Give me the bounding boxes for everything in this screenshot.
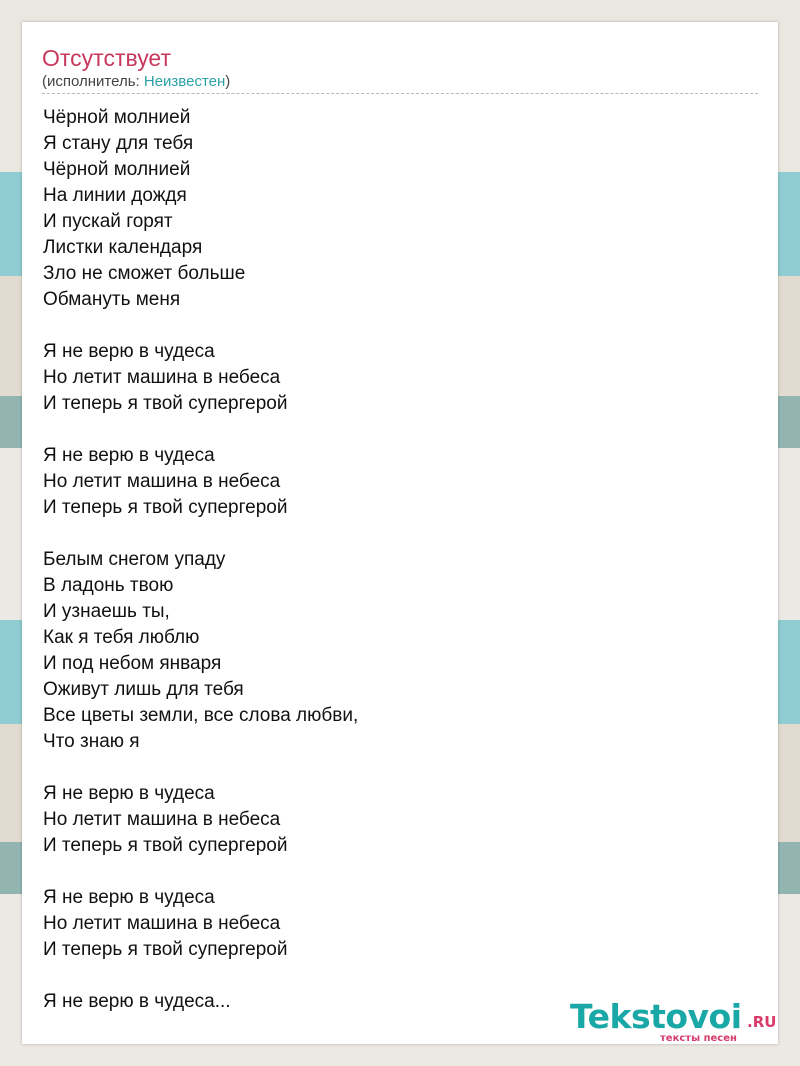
lyric-line: На линии дождя [43, 185, 187, 206]
site-logo [570, 998, 780, 1044]
performer-link[interactable]: Неизвестен [143, 73, 226, 90]
lyric-line: Я не верю в чудеса [43, 445, 215, 466]
title-divider [42, 93, 758, 94]
lyric-line: Я не верю в чудеса... [43, 991, 231, 1012]
stanza-break [43, 417, 643, 443]
lyric-line: Но летит машина в небеса [43, 367, 281, 388]
lyric-line: Чёрной молнией [43, 107, 191, 128]
lyric-line: Как я тебя люблю [43, 627, 200, 648]
lyric-line: Но летит машина в небеса [43, 809, 281, 830]
lyric-line: И теперь я твой супергерой [43, 393, 288, 414]
lyric-line: Я не верю в чудеса [43, 341, 215, 362]
lyric-line: Но летит машина в небеса [43, 913, 281, 934]
lyrics-text [43, 105, 643, 1015]
stanza-break [43, 963, 643, 989]
logo-brand: Tekstovoi [570, 997, 742, 1036]
lyric-line: Я не верю в чудеса [43, 783, 215, 804]
stanza-break [43, 859, 643, 885]
lyric-line: И теперь я твой супергерой [43, 835, 288, 856]
lyric-line: И узнаешь ты, [43, 601, 170, 622]
lyric-line: Листки календаря [43, 237, 203, 258]
lyric-line: Я стану для тебя [43, 133, 194, 154]
performer-prefix: (исполнитель: [42, 73, 144, 90]
lyric-line: Но летит машина в небеса [43, 471, 281, 492]
logo-tagline: тексты песен [660, 1033, 737, 1044]
stanza-break [43, 521, 643, 547]
logo-tld: .RU [747, 1013, 777, 1031]
lyric-line: И теперь я твой супергерой [43, 939, 288, 960]
lyric-line: Белым снегом упаду [43, 549, 226, 570]
stanza-break [43, 313, 643, 339]
lyrics-card [22, 22, 778, 1044]
performer-line [42, 73, 230, 91]
lyric-line: Оживут лишь для тебя [43, 679, 244, 700]
lyric-line: Все цветы земли, все слова любви, [43, 705, 359, 726]
lyric-line: Я не верю в чудеса [43, 887, 215, 908]
lyric-line: Зло не сможет больше [43, 263, 246, 284]
lyric-line: И под небом января [43, 653, 222, 674]
performer-suffix: ) [225, 73, 231, 90]
lyric-line: В ладонь твою [43, 575, 174, 596]
lyric-line: И теперь я твой супергерой [43, 497, 288, 518]
lyric-line: И пускай горят [43, 211, 173, 232]
lyric-line: Обмануть меня [43, 289, 181, 310]
lyric-line: Чёрной молнией [43, 159, 191, 180]
stanza-break [43, 755, 643, 781]
lyric-line: Что знаю я [43, 731, 140, 752]
song-title: Отсутствует [42, 45, 171, 71]
